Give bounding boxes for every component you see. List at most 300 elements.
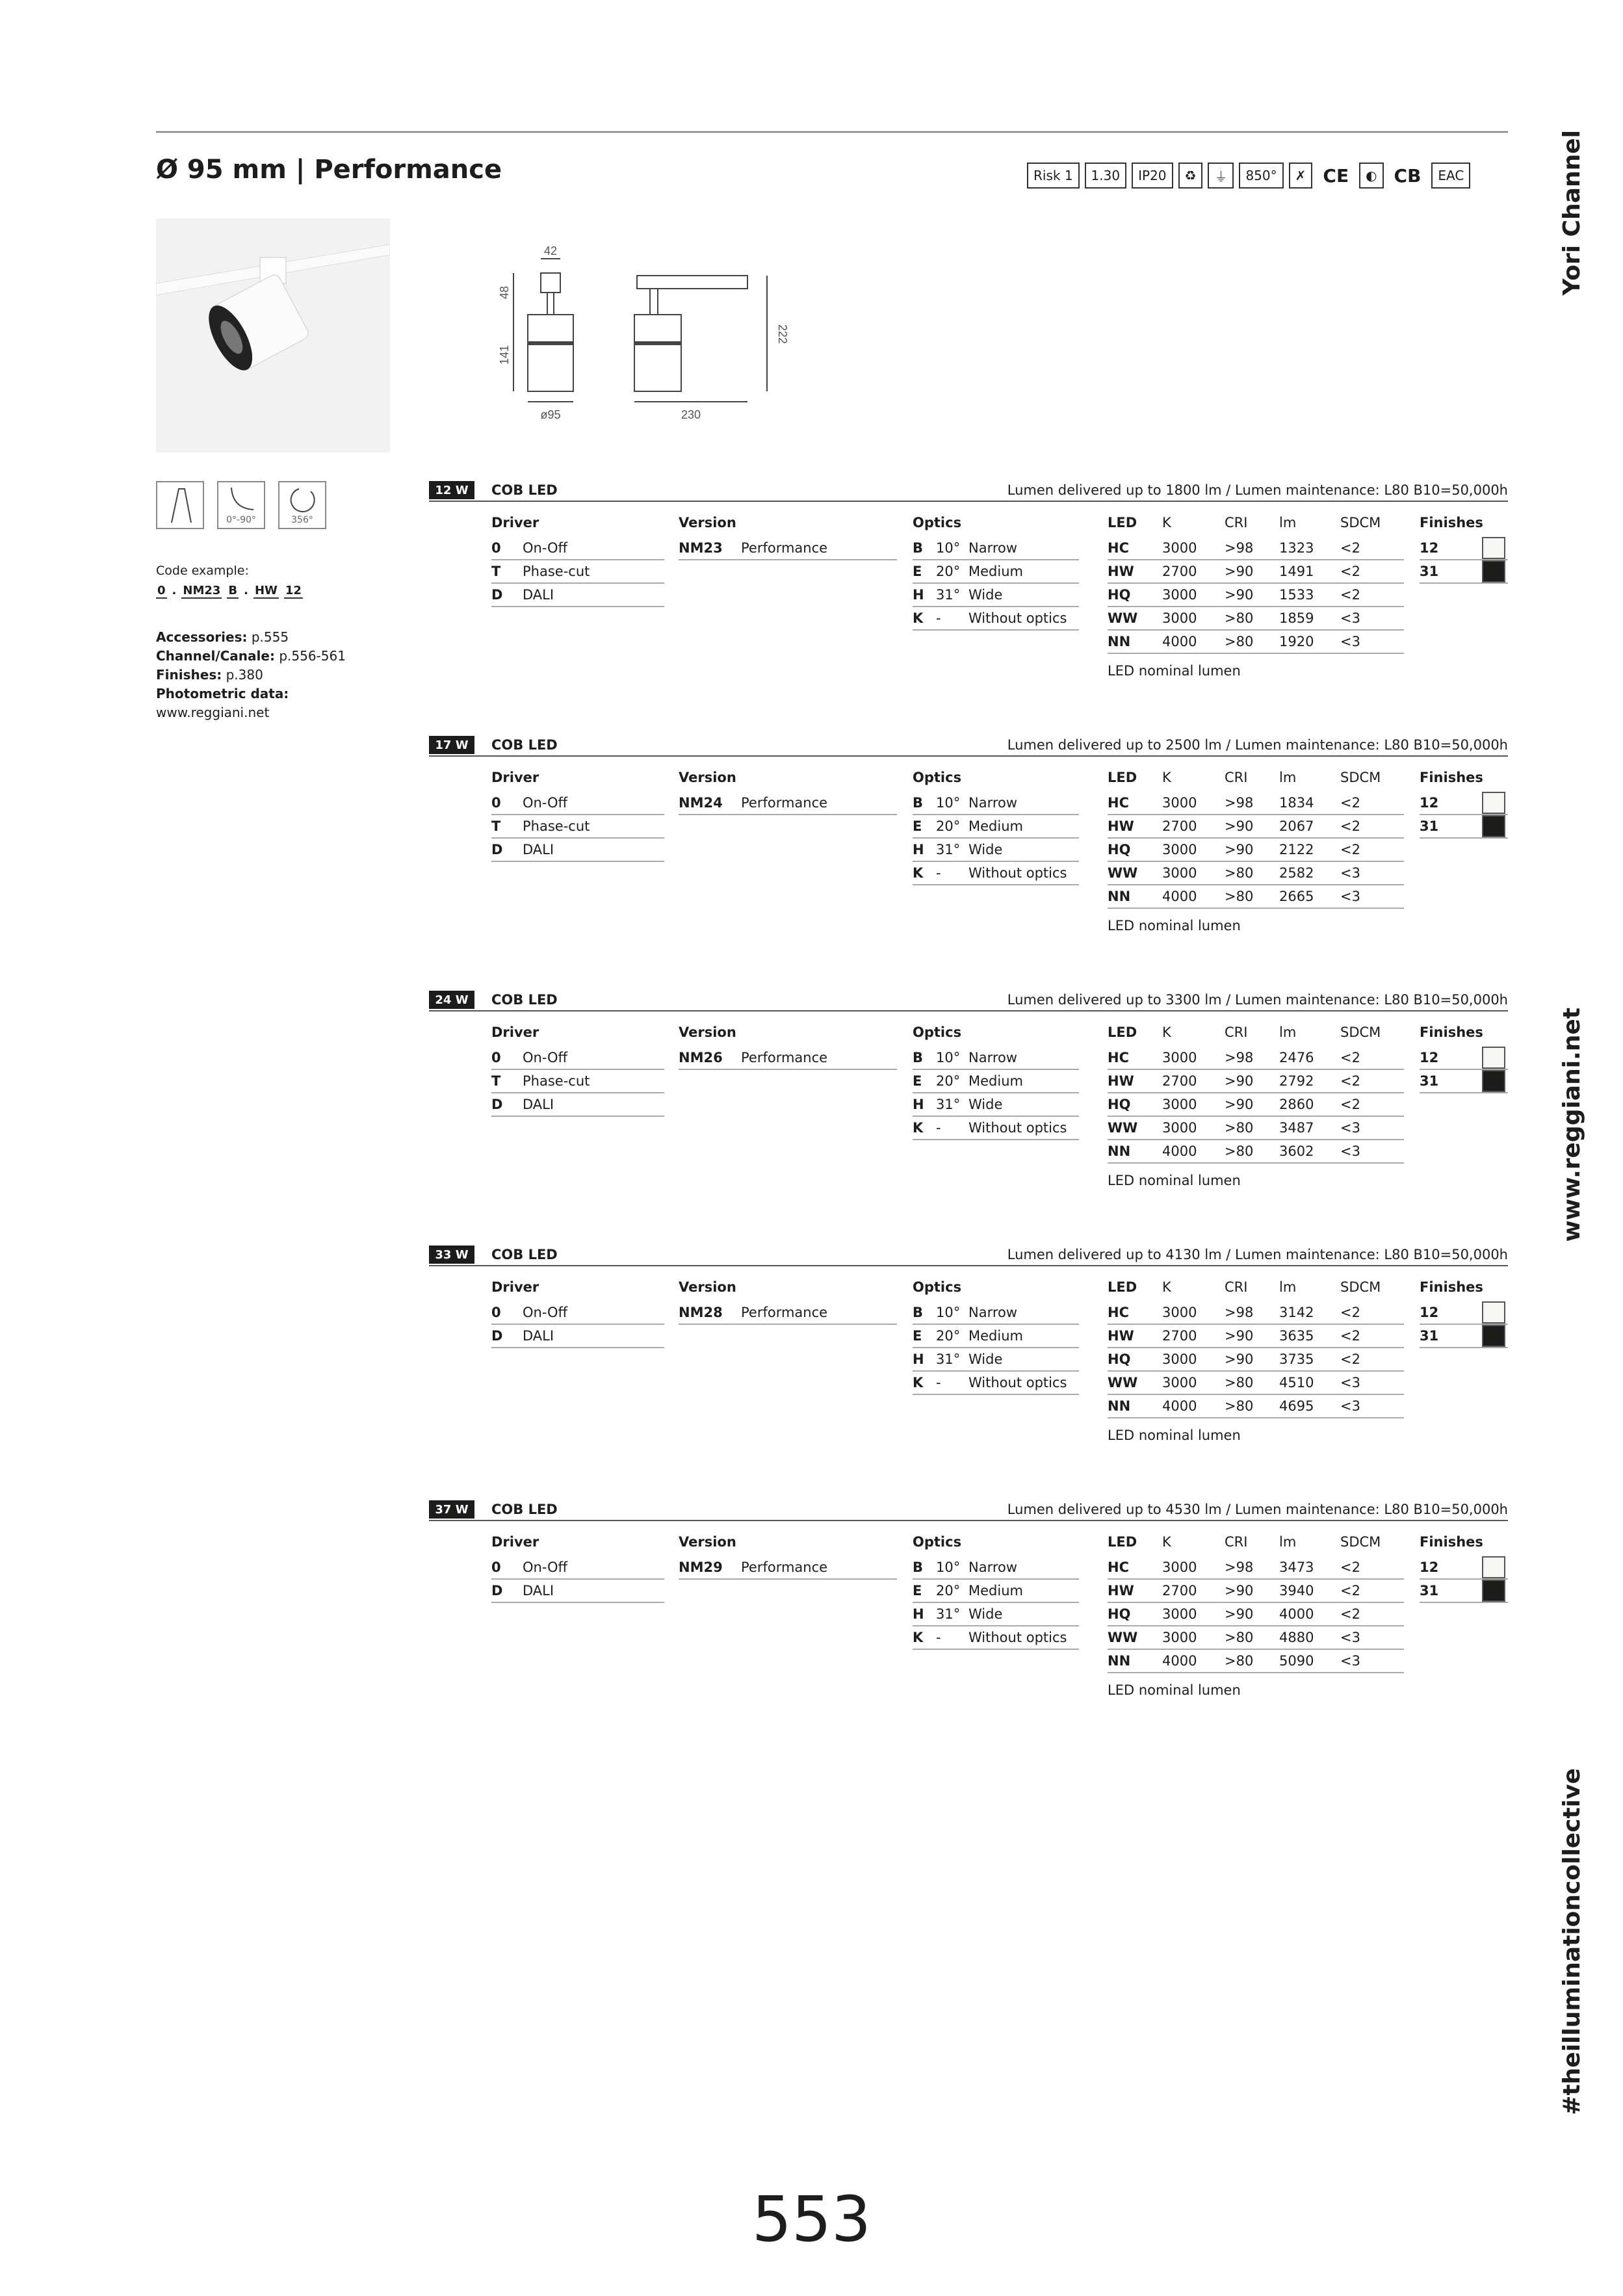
led-code: HW <box>1108 818 1134 834</box>
led-cri: >98 <box>1225 1305 1254 1320</box>
optics-angle: - <box>936 865 941 881</box>
tilt-label: 0°-90° <box>226 515 256 525</box>
lumen-info: Lumen delivered up to 4530 lm / Lumen maintenance: L80 B10=50,000h <box>1007 1502 1508 1517</box>
version-code: NM29 <box>679 1559 723 1575</box>
certification-badge: 1.30 <box>1085 163 1127 189</box>
driver-row <box>491 792 664 815</box>
version-column <box>679 515 897 560</box>
led-row <box>1108 1395 1404 1418</box>
driver-header: Driver <box>491 1024 539 1040</box>
optics-code: E <box>913 564 922 579</box>
led-row <box>1108 1626 1404 1650</box>
led-sdcm: <2 <box>1340 842 1360 857</box>
led-lm: 1491 <box>1279 564 1314 579</box>
cob-led-label: COB LED <box>491 1247 558 1262</box>
finish-code: 31 <box>1420 564 1439 579</box>
led-lm: 1859 <box>1279 610 1314 626</box>
optics-code: K <box>913 865 924 881</box>
finish-code: 12 <box>1420 540 1439 556</box>
led-code: NN <box>1108 1143 1131 1159</box>
led-code: HW <box>1108 564 1134 579</box>
cob-led-label: COB LED <box>491 482 558 498</box>
optics-column <box>913 515 1079 631</box>
led-code: NN <box>1108 889 1131 904</box>
driver-name: DALI <box>523 1097 554 1112</box>
finish-row <box>1420 1325 1508 1348</box>
led-code: HQ <box>1108 1606 1131 1622</box>
led-k: 3000 <box>1162 842 1197 857</box>
led-row <box>1108 560 1404 584</box>
led-nominal-note: LED nominal lumen <box>1108 1173 1241 1188</box>
finish-code: 12 <box>1420 795 1439 811</box>
led-sdcm: <2 <box>1340 564 1360 579</box>
led-lm: 4880 <box>1279 1630 1314 1645</box>
finish-swatch <box>1482 1556 1505 1578</box>
optics-angle: 10° <box>936 1305 961 1320</box>
led-row <box>1108 1325 1404 1348</box>
driver-name: DALI <box>523 587 554 603</box>
watt-badge: 12 W <box>429 481 474 499</box>
led-header-lm: lm <box>1279 770 1297 785</box>
optics-row <box>913 862 1079 885</box>
led-header-k: K <box>1162 1024 1171 1040</box>
optics-angle: 31° <box>936 1097 961 1112</box>
dim-95: ø95 <box>540 408 561 421</box>
led-code: HW <box>1108 1583 1134 1598</box>
optics-name: Wide <box>968 1606 1003 1622</box>
channel-label: Channel/Canale: <box>156 648 275 664</box>
led-code: HQ <box>1108 1097 1131 1112</box>
led-code: HC <box>1108 1050 1129 1065</box>
page-number: 553 <box>751 2183 872 2256</box>
led-sdcm: <2 <box>1340 1097 1360 1112</box>
finishes-column <box>1420 770 1508 839</box>
version-name: Performance <box>741 1559 828 1575</box>
section-header <box>429 1246 1508 1266</box>
led-header <box>1108 1534 1404 1556</box>
optics-row <box>913 839 1079 862</box>
optics-code: K <box>913 610 924 626</box>
driver-code: D <box>491 1097 503 1112</box>
version-column <box>679 1024 897 1070</box>
dim-42: 42 <box>543 244 558 257</box>
optics-code: H <box>913 1351 924 1367</box>
optics-name: Without optics <box>968 1120 1067 1136</box>
finish-swatch <box>1482 1580 1505 1602</box>
optics-code: E <box>913 818 922 834</box>
optics-code: E <box>913 1583 922 1598</box>
certification-badge: ⏚ <box>1208 163 1234 189</box>
optics-name: Narrow <box>968 1050 1018 1065</box>
optics-row <box>913 1580 1079 1603</box>
lumen-info: Lumen delivered up to 3300 lm / Lumen maintenance: L80 B10=50,000h <box>1007 992 1508 1008</box>
led-lm: 2476 <box>1279 1050 1314 1065</box>
optics-angle: 20° <box>936 564 961 579</box>
dim-222: 222 <box>776 324 789 345</box>
led-sdcm: <2 <box>1340 540 1360 556</box>
optics-row <box>913 1070 1079 1093</box>
top-rule <box>156 131 1508 133</box>
led-cri: >80 <box>1225 1143 1254 1159</box>
vertical-website[interactable]: www.reggiani.net <box>1559 1008 1585 1242</box>
led-sdcm: <3 <box>1340 1653 1360 1669</box>
optics-column <box>913 1024 1079 1140</box>
optics-header: Optics <box>913 1534 962 1550</box>
led-sdcm: <2 <box>1340 1328 1360 1344</box>
driver-header: Driver <box>491 1279 539 1295</box>
certification-badge: ✗ <box>1289 163 1313 189</box>
optics-code: H <box>913 587 924 603</box>
led-row <box>1108 792 1404 815</box>
optics-name: Medium <box>968 1328 1023 1344</box>
led-k: 2700 <box>1162 818 1197 834</box>
led-cri: >80 <box>1225 1120 1254 1136</box>
product-section <box>429 481 1508 689</box>
optics-code: H <box>913 842 924 857</box>
led-sdcm: <2 <box>1340 1073 1360 1089</box>
led-cri: >90 <box>1225 818 1254 834</box>
led-row <box>1108 1301 1404 1325</box>
finish-swatch <box>1482 815 1505 837</box>
finishes-value: p.380 <box>226 667 263 683</box>
led-row <box>1108 584 1404 607</box>
optics-header: Optics <box>913 1279 962 1295</box>
version-code: NM28 <box>679 1305 723 1320</box>
vertical-brand: Yori Channel <box>1559 130 1585 296</box>
optics-name: Wide <box>968 1097 1003 1112</box>
led-row <box>1108 1603 1404 1626</box>
led-lm: 2860 <box>1279 1097 1314 1112</box>
optics-angle: 20° <box>936 818 961 834</box>
led-k: 2700 <box>1162 1583 1197 1598</box>
led-column <box>1108 515 1404 679</box>
led-lm: 4695 <box>1279 1398 1314 1414</box>
led-k: 4000 <box>1162 889 1197 904</box>
code-example <box>156 584 303 599</box>
optics-code: H <box>913 1606 924 1622</box>
references <box>156 628 346 722</box>
optics-name: Medium <box>968 564 1023 579</box>
led-lm: 1834 <box>1279 795 1314 811</box>
optics-code: E <box>913 1328 922 1344</box>
driver-name: DALI <box>523 1583 554 1598</box>
led-row <box>1108 839 1404 862</box>
version-row <box>679 1301 897 1325</box>
led-lm: 3487 <box>1279 1120 1314 1136</box>
led-row <box>1108 1650 1404 1673</box>
led-row <box>1108 885 1404 909</box>
led-k: 2700 <box>1162 1073 1197 1089</box>
version-header: Version <box>679 515 736 530</box>
led-k: 3000 <box>1162 1120 1197 1136</box>
optics-angle: 10° <box>936 1050 961 1065</box>
led-lm: 3635 <box>1279 1328 1314 1344</box>
led-k: 4000 <box>1162 1143 1197 1159</box>
finish-code: 31 <box>1420 818 1439 834</box>
driver-code: 0 <box>491 540 501 556</box>
optics-angle: - <box>936 1120 941 1136</box>
optics-name: Wide <box>968 587 1003 603</box>
product-section <box>429 736 1508 944</box>
led-cri: >98 <box>1225 795 1254 811</box>
led-code: HQ <box>1108 1351 1131 1367</box>
led-k: 3000 <box>1162 540 1197 556</box>
led-sdcm: <3 <box>1340 1120 1360 1136</box>
finish-code: 31 <box>1420 1073 1439 1089</box>
led-lm: 1920 <box>1279 634 1314 649</box>
finish-swatch <box>1482 792 1505 814</box>
led-sdcm: <2 <box>1340 1559 1360 1575</box>
led-k: 3000 <box>1162 1050 1197 1065</box>
led-row <box>1108 537 1404 560</box>
led-column <box>1108 1534 1404 1698</box>
driver-header: Driver <box>491 770 539 785</box>
led-cri: >98 <box>1225 540 1254 556</box>
led-cri: >90 <box>1225 587 1254 603</box>
optics-angle: 31° <box>936 587 961 603</box>
optics-code: B <box>913 1305 924 1320</box>
led-k: 3000 <box>1162 1606 1197 1622</box>
led-header-cri: CRI <box>1225 1534 1248 1550</box>
led-row <box>1108 1140 1404 1164</box>
optics-angle: 20° <box>936 1583 961 1598</box>
led-cri: >80 <box>1225 1398 1254 1414</box>
led-row <box>1108 1372 1404 1395</box>
driver-column <box>491 1279 664 1348</box>
led-row <box>1108 862 1404 885</box>
led-lm: 2122 <box>1279 842 1314 857</box>
led-sdcm: <2 <box>1340 795 1360 811</box>
led-header <box>1108 1279 1404 1301</box>
led-code: HC <box>1108 540 1129 556</box>
photometric-link[interactable]: www.reggiani.net <box>156 705 270 720</box>
driver-name: Phase-cut <box>523 818 590 834</box>
version-row <box>679 1556 897 1580</box>
led-lm: 2792 <box>1279 1073 1314 1089</box>
page-title: Ø 95 mm | Performance <box>156 155 502 185</box>
optics-row <box>913 815 1079 839</box>
led-header-k: K <box>1162 1534 1171 1550</box>
code-dot: . <box>244 584 248 597</box>
led-code: HQ <box>1108 842 1131 857</box>
led-sdcm: <2 <box>1340 1351 1360 1367</box>
driver-name: On-Off <box>523 795 567 811</box>
version-name: Performance <box>741 795 828 811</box>
led-code: WW <box>1108 865 1138 881</box>
finish-swatch <box>1482 560 1505 582</box>
led-sdcm: <3 <box>1340 1398 1360 1414</box>
optics-code: B <box>913 540 924 556</box>
optics-angle: 20° <box>936 1328 961 1344</box>
finishes-header: Finishes <box>1420 1024 1483 1040</box>
led-code: WW <box>1108 1630 1138 1645</box>
led-sdcm: <3 <box>1340 1143 1360 1159</box>
finish-row <box>1420 1556 1508 1580</box>
led-code: HQ <box>1108 587 1131 603</box>
optics-column <box>913 1279 1079 1395</box>
optics-angle: - <box>936 610 941 626</box>
led-header-sdcm: SDCM <box>1340 1024 1381 1040</box>
finishes-column <box>1420 1024 1508 1093</box>
led-lm: 4000 <box>1279 1606 1314 1622</box>
version-row <box>679 1047 897 1070</box>
optics-row <box>913 1325 1079 1348</box>
led-k: 4000 <box>1162 634 1197 649</box>
led-sdcm: <2 <box>1340 818 1360 834</box>
cob-led-label: COB LED <box>491 1502 558 1517</box>
section-header <box>429 1500 1508 1521</box>
led-row <box>1108 1348 1404 1372</box>
optics-row <box>913 607 1079 631</box>
driver-row <box>491 560 664 584</box>
led-cri: >80 <box>1225 1630 1254 1645</box>
led-k: 3000 <box>1162 795 1197 811</box>
driver-code: 0 <box>491 1050 501 1065</box>
finish-row <box>1420 1580 1508 1603</box>
led-sdcm: <2 <box>1340 1305 1360 1320</box>
product-photo <box>156 218 390 452</box>
driver-code: D <box>491 842 503 857</box>
optics-angle: - <box>936 1375 941 1390</box>
driver-name: Phase-cut <box>523 564 590 579</box>
led-sdcm: <3 <box>1340 634 1360 649</box>
led-sdcm: <2 <box>1340 1050 1360 1065</box>
optics-name: Without optics <box>968 610 1067 626</box>
driver-column <box>491 515 664 607</box>
driver-header: Driver <box>491 515 539 530</box>
led-cri: >90 <box>1225 1606 1254 1622</box>
dim-230: 230 <box>681 408 701 421</box>
finish-swatch <box>1482 1301 1505 1324</box>
finish-row <box>1420 792 1508 815</box>
optics-row <box>913 1348 1079 1372</box>
led-sdcm: <3 <box>1340 610 1360 626</box>
led-k: 3000 <box>1162 1097 1197 1112</box>
dim-141: 141 <box>498 345 511 365</box>
feature-icons <box>156 481 326 529</box>
led-cri: >90 <box>1225 1328 1254 1344</box>
driver-code: 0 <box>491 795 501 811</box>
led-k: 4000 <box>1162 1653 1197 1669</box>
watt-badge: 37 W <box>429 1500 474 1519</box>
version-column <box>679 1534 897 1580</box>
driver-header: Driver <box>491 1534 539 1550</box>
optics-code: B <box>913 1050 924 1065</box>
rotation-label: 356° <box>291 515 313 525</box>
led-code: HC <box>1108 1559 1129 1575</box>
driver-code: T <box>491 818 501 834</box>
photometric-label: Photometric data: <box>156 686 289 701</box>
finish-row <box>1420 1301 1508 1325</box>
optics-row <box>913 1117 1079 1140</box>
led-header-lm: lm <box>1279 1279 1297 1295</box>
led-lm: 1533 <box>1279 587 1314 603</box>
led-cri: >90 <box>1225 1351 1254 1367</box>
driver-code: 0 <box>491 1305 501 1320</box>
optics-name: Narrow <box>968 1559 1018 1575</box>
certification-badge: ◐ <box>1359 163 1383 189</box>
rotation-icon <box>278 481 326 529</box>
led-cri: >80 <box>1225 1375 1254 1390</box>
driver-row <box>491 839 664 862</box>
led-k: 3000 <box>1162 865 1197 881</box>
optics-column <box>913 1534 1079 1650</box>
led-k: 3000 <box>1162 587 1197 603</box>
led-lm: 3142 <box>1279 1305 1314 1320</box>
led-header <box>1108 1024 1404 1047</box>
led-header-k: K <box>1162 770 1171 785</box>
optics-row <box>913 1093 1079 1117</box>
led-header-sdcm: SDCM <box>1340 1279 1381 1295</box>
led-code: WW <box>1108 610 1138 626</box>
version-header: Version <box>679 1534 736 1550</box>
driver-row <box>491 1556 664 1580</box>
optics-header: Optics <box>913 770 962 785</box>
driver-row <box>491 815 664 839</box>
driver-row <box>491 1301 664 1325</box>
certification-badge: 850° <box>1239 163 1283 189</box>
finish-code: 12 <box>1420 1050 1439 1065</box>
led-header <box>1108 515 1404 537</box>
led-code: WW <box>1108 1120 1138 1136</box>
driver-column <box>491 770 664 862</box>
led-lm: 3735 <box>1279 1351 1314 1367</box>
finishes-header: Finishes <box>1420 1534 1483 1550</box>
optics-row <box>913 1301 1079 1325</box>
driver-row <box>491 1070 664 1093</box>
optics-code: H <box>913 1097 924 1112</box>
optics-code: E <box>913 1073 922 1089</box>
driver-name: On-Off <box>523 1305 567 1320</box>
led-header-led: LED <box>1108 1279 1137 1295</box>
optics-column <box>913 770 1079 885</box>
driver-code: T <box>491 1073 501 1089</box>
led-lm: 5090 <box>1279 1653 1314 1669</box>
led-lm: 2665 <box>1279 889 1314 904</box>
optics-code: K <box>913 1375 924 1390</box>
code-part: NM23 <box>183 584 221 597</box>
driver-row <box>491 1580 664 1603</box>
led-cri: >90 <box>1225 1097 1254 1112</box>
product-section <box>429 1500 1508 1708</box>
led-k: 3000 <box>1162 1375 1197 1390</box>
watt-badge: 33 W <box>429 1246 474 1264</box>
driver-code: T <box>491 564 501 579</box>
led-column <box>1108 770 1404 933</box>
led-column <box>1108 1024 1404 1188</box>
led-header-k: K <box>1162 515 1171 530</box>
certification-badge: Risk 1 <box>1027 163 1080 189</box>
driver-code: D <box>491 1583 503 1598</box>
accessories-value: p.555 <box>251 629 289 645</box>
version-column <box>679 1279 897 1325</box>
certification-badge: CB <box>1394 164 1422 187</box>
version-name: Performance <box>741 1050 828 1065</box>
led-sdcm: <2 <box>1340 587 1360 603</box>
optics-angle: 31° <box>936 1351 961 1367</box>
optics-code: K <box>913 1120 924 1136</box>
led-cri: >80 <box>1225 865 1254 881</box>
optics-row <box>913 1556 1079 1580</box>
led-header-sdcm: SDCM <box>1340 515 1381 530</box>
driver-code: D <box>491 587 503 603</box>
led-column <box>1108 1279 1404 1443</box>
finishes-column <box>1420 1279 1508 1348</box>
led-code: NN <box>1108 1653 1131 1669</box>
driver-name: DALI <box>523 842 554 857</box>
led-header-sdcm: SDCM <box>1340 1534 1381 1550</box>
dimension-drawing <box>481 239 793 428</box>
